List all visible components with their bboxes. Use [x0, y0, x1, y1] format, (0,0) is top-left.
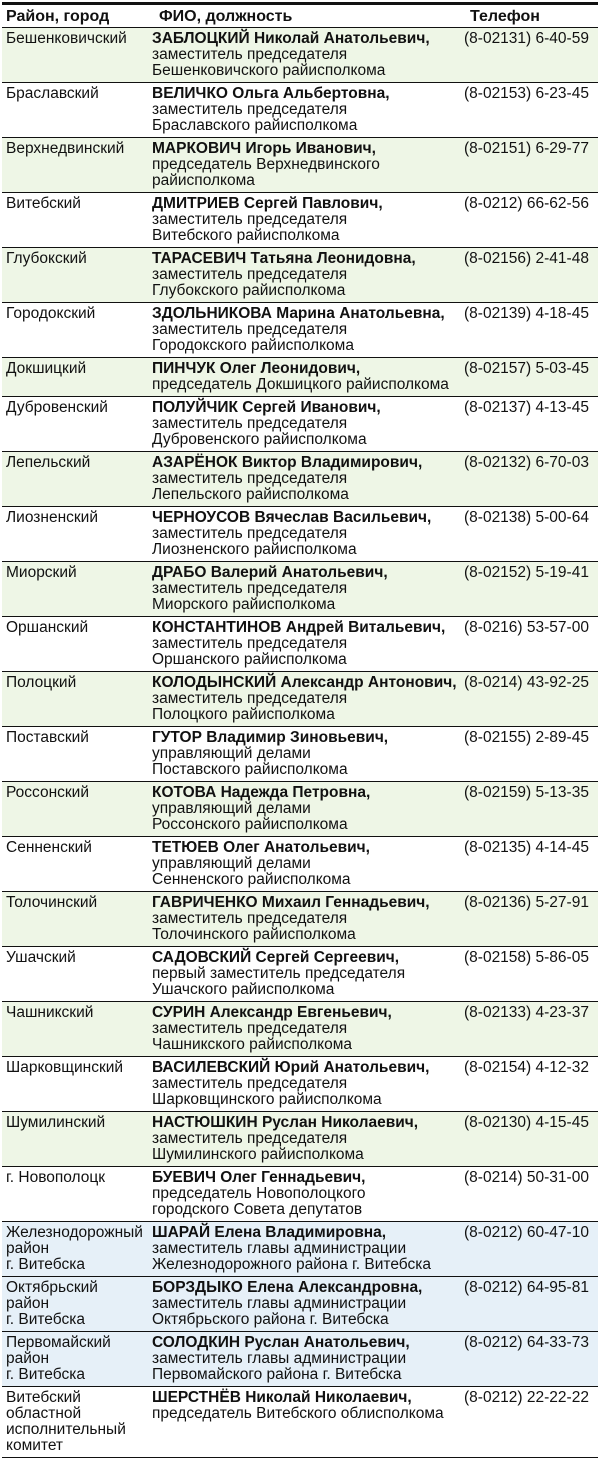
phone-cell: (8-02131) 6-40-59: [464, 30, 589, 47]
person-position: Ушачского райисполкома: [152, 981, 335, 998]
person-position: Толочинского райисполкома: [152, 926, 356, 943]
table-row: [2, 83, 598, 138]
district-cell: Толочинский: [6, 894, 98, 911]
person-name: СУРИН Александр Евгеньевич,: [152, 1004, 392, 1021]
person-position: председатель Верхнедвинского: [152, 156, 380, 173]
table-row: [2, 1332, 598, 1387]
table-row: [2, 248, 598, 303]
phone-cell: (8-02138) 5-00-64: [464, 509, 589, 526]
person-position: заместитель председателя: [152, 1020, 348, 1037]
district-cell: Ушачский: [6, 949, 76, 966]
table-row: [2, 1057, 598, 1112]
district-cell: Железнодорожный район г. Витебска: [6, 1224, 143, 1273]
district-cell: Городокский: [6, 305, 96, 322]
person-position: Браславского райисполкома: [152, 117, 358, 134]
person-name: ЧЕРНОУСОВ Вячеслав Васильевич,: [152, 509, 432, 526]
table-row: [2, 452, 598, 507]
phone-cell: (8-02135) 4-14-45: [464, 839, 589, 856]
table-row: [2, 837, 598, 892]
phone-cell: (8-0212) 22-22-22: [464, 1389, 589, 1406]
person-position: заместитель председателя: [152, 1130, 348, 1147]
phone-cell: (8-02132) 6-70-03: [464, 454, 589, 471]
name-position-cell: [152, 730, 472, 778]
person-position: городского Совета депутатов: [152, 1201, 363, 1218]
name-position-cell: [152, 86, 472, 134]
person-name: ТАРАСЕВИЧ Татьяна Леонидовна,: [152, 250, 416, 267]
person-name: МАРКОВИЧ Игорь Иванович,: [152, 140, 376, 157]
phone-cell: (8-0212) 60-47-10: [464, 1224, 589, 1241]
district-cell: Верхнедвинский: [6, 140, 125, 157]
district-cell: Витебский областной исполнительный комитет: [6, 1389, 126, 1454]
name-position-cell: [152, 950, 472, 998]
district-cell: Шумилинский: [6, 1114, 106, 1131]
district-cell: Полоцкий: [6, 674, 77, 691]
district-cell: Лепельский: [6, 454, 91, 471]
person-name: НАСТЮШКИН Руслан Николаевич,: [152, 1114, 419, 1131]
person-name: КОНСТАНТИНОВ Андрей Витальевич,: [152, 619, 446, 636]
district-cell: Бешенковичский: [6, 30, 127, 47]
person-position: Дубровенского райисполкома: [152, 431, 367, 448]
table-row: [2, 1002, 598, 1057]
phone-cell: (8-0212) 66-62-56: [464, 195, 589, 212]
person-position: заместитель председателя: [152, 266, 348, 283]
table-row: [2, 782, 598, 837]
person-name: ПИНЧУК Олег Леонидович,: [152, 360, 361, 377]
person-position: управляющий делами: [152, 745, 311, 762]
person-name: САДОВСКИЙ Сергей Сергеевич,: [152, 949, 400, 966]
person-position: заместитель председателя: [152, 525, 348, 542]
name-position-cell: [152, 1005, 472, 1053]
phone-cell: (8-02136) 5-27-91: [464, 894, 589, 911]
name-position-cell: [152, 1390, 472, 1422]
table-row: [2, 1387, 598, 1458]
person-name: ЗАБЛОЦКИЙ Николай Анатольевич,: [152, 30, 430, 47]
table-row: [2, 397, 598, 452]
name-position-cell: [152, 196, 472, 244]
district-cell: Россонский: [6, 784, 89, 801]
table-row: [2, 1167, 598, 1222]
district-cell: г. Новополоцк: [6, 1169, 106, 1186]
person-position: Поставского райисполкома: [152, 761, 348, 778]
table-row: [2, 947, 598, 1002]
district-cell: Лиозненский: [6, 509, 98, 526]
person-name: ПОЛУЙЧИК Сергей Иванович,: [152, 399, 381, 416]
table-row: [2, 727, 598, 782]
person-position: Железнодорожного района г. Витебска: [152, 1256, 431, 1273]
district-cell: Дубровенский: [6, 399, 108, 416]
person-position: Лиозненского райисполкома: [152, 541, 357, 558]
person-position: первый заместитель председателя: [152, 965, 406, 982]
district-cell: Поставский: [6, 729, 89, 746]
person-position: Чашникского райисполкома: [152, 1036, 353, 1053]
district-cell: Витебский: [6, 195, 81, 212]
name-position-cell: [152, 1060, 472, 1108]
name-position-cell: [152, 1115, 472, 1163]
person-name: ВАСИЛЕВСКИЙ Юрий Анатольевич,: [152, 1059, 430, 1076]
person-position: Россонского райисполкома: [152, 816, 348, 833]
name-position-cell: [152, 785, 472, 833]
name-position-cell: [152, 141, 472, 189]
person-position: Шумилинского райисполкома: [152, 1146, 364, 1163]
person-position: Городокского райисполкома: [152, 337, 354, 354]
person-position: Витебского райисполкома: [152, 227, 340, 244]
table-row: [2, 892, 598, 947]
person-position: Первомайского района г. Витебска: [152, 1366, 402, 1383]
table-header: [2, 2, 598, 28]
district-cell: Миорский: [6, 564, 77, 581]
phone-cell: (8-02155) 2-89-45: [464, 729, 589, 746]
name-position-cell: [152, 565, 472, 613]
name-position-cell: [152, 1280, 472, 1328]
phone-cell: (8-02151) 6-29-77: [464, 140, 589, 157]
table-row: [2, 358, 598, 397]
person-position: Глубокского райисполкома: [152, 282, 346, 299]
person-position: заместитель председателя: [152, 211, 348, 228]
person-name: ШЕРСТНЁВ Николай Николаевич,: [152, 1389, 412, 1406]
person-name: БУЕВИЧ Олег Геннадьевич,: [152, 1169, 366, 1186]
person-position: Оршанского райисполкома: [152, 651, 347, 668]
name-position-cell: [152, 400, 472, 448]
person-name: СОЛОДКИН Руслан Анатольевич,: [152, 1334, 410, 1351]
person-position: Бешенковичского райисполкома: [152, 62, 386, 79]
person-position: Шарковщинского райисполкома: [152, 1091, 382, 1108]
person-position: заместитель председателя: [152, 1075, 348, 1092]
person-position: Сенненского райисполкома: [152, 871, 351, 888]
person-position: председатель Докшицкого райисполкома: [152, 376, 449, 393]
person-position: управляющий делами: [152, 800, 311, 817]
name-position-cell: [152, 1225, 472, 1273]
phone-cell: (8-0212) 64-33-73: [464, 1334, 589, 1351]
phone-cell: (8-02139) 4-18-45: [464, 305, 589, 322]
person-name: ДМИТРИЕВ Сергей Павлович,: [152, 195, 383, 212]
phone-cell: (8-02158) 5-86-05: [464, 949, 589, 966]
person-position: заместитель председателя: [152, 690, 348, 707]
table-row: [2, 1277, 598, 1332]
name-position-cell: [152, 251, 472, 299]
person-position: Миорского райисполкома: [152, 596, 336, 613]
person-position: заместитель председателя: [152, 580, 348, 597]
person-position: управляющий делами: [152, 855, 311, 872]
person-position: заместитель главы администрации: [152, 1240, 407, 1257]
person-name: ГАВРИЧЕНКО Михаил Геннадьевич,: [152, 894, 430, 911]
person-position: райисполкома: [152, 172, 255, 189]
phone-cell: (8-02156) 2-41-48: [464, 250, 589, 267]
table-row: [2, 672, 598, 727]
phone-cell: (8-02152) 5-19-41: [464, 564, 589, 581]
phone-cell: (8-02130) 4-15-45: [464, 1114, 589, 1131]
district-cell: Октябрьский район г. Витебска: [6, 1279, 98, 1328]
table-row: [2, 562, 598, 617]
name-position-cell: [152, 675, 472, 723]
person-position: Лепельского райисполкома: [152, 486, 349, 503]
table-body: [2, 28, 598, 1458]
person-name: КОТОВА Надежда Петровна,: [152, 784, 371, 801]
person-position: заместитель председателя: [152, 415, 348, 432]
district-cell: Шарковщинский: [6, 1059, 124, 1076]
name-position-cell: [152, 361, 472, 393]
person-position: Октябрьского района г. Витебска: [152, 1311, 389, 1328]
table-row: [2, 1112, 598, 1167]
contacts-table: [2, 2, 598, 1458]
table-row: [2, 28, 598, 83]
person-position: председатель Новополоцкого: [152, 1185, 366, 1202]
person-position: заместитель главы администрации: [152, 1295, 407, 1312]
phone-cell: (8-02157) 5-03-45: [464, 360, 589, 377]
name-position-cell: [152, 510, 472, 558]
name-position-cell: [152, 840, 472, 888]
person-position: заместитель председателя: [152, 46, 348, 63]
person-name: ВЕЛИЧКО Ольга Альбертовна,: [152, 85, 390, 102]
person-name: ТЕТЮЕВ Олег Анатольевич,: [152, 839, 370, 856]
district-cell: Браславский: [6, 85, 99, 102]
phone-cell: (8-0216) 53-57-00: [464, 619, 589, 636]
person-name: БОРЗДЫКО Елена Александровна,: [152, 1279, 423, 1296]
district-cell: Глубокский: [6, 250, 87, 267]
name-position-cell: [152, 895, 472, 943]
district-cell: Чашникский: [6, 1004, 94, 1021]
district-cell: Докшицкий: [6, 360, 87, 377]
phone-cell: (8-02154) 4-12-32: [464, 1059, 589, 1076]
name-position-cell: [152, 306, 472, 354]
header-name: ФИО, должность: [159, 8, 293, 25]
person-position: заместитель председателя: [152, 910, 348, 927]
person-position: заместитель главы администрации: [152, 1350, 407, 1367]
name-position-cell: [152, 1335, 472, 1383]
district-cell: Сенненский: [6, 839, 92, 856]
person-name: КОЛОДЫНСКИЙ Александр Антонович,: [152, 674, 457, 691]
phone-cell: (8-0214) 43-92-25: [464, 674, 589, 691]
table-row: [2, 507, 598, 562]
table-row: [2, 193, 598, 248]
phone-cell: (8-0214) 50-31-00: [464, 1169, 589, 1186]
person-name: ЗДОЛЬНИКОВА Марина Анатольевна,: [152, 305, 445, 322]
phone-cell: (8-02153) 6-23-45: [464, 85, 589, 102]
person-name: ШАРАЙ Елена Владимировна,: [152, 1224, 387, 1241]
phone-cell: (8-02133) 4-23-37: [464, 1004, 589, 1021]
person-name: ГУТОР Владимир Зиновьевич,: [152, 729, 389, 746]
table-row: [2, 617, 598, 672]
header-district: Район, город: [6, 8, 110, 25]
header-phone: Телефон: [470, 8, 540, 25]
person-position: председатель Витебского облисполкома: [152, 1405, 444, 1422]
table-row: [2, 1222, 598, 1277]
phone-cell: (8-02159) 5-13-35: [464, 784, 589, 801]
district-cell: Первомайский район г. Витебска: [6, 1334, 111, 1383]
person-position: заместитель председателя: [152, 321, 348, 338]
person-name: АЗАРЁНОК Виктор Владимирович,: [152, 454, 423, 471]
phone-cell: (8-02137) 4-13-45: [464, 399, 589, 416]
name-position-cell: [152, 1170, 472, 1218]
name-position-cell: [152, 620, 472, 668]
name-position-cell: [152, 31, 472, 79]
table-row: [2, 138, 598, 193]
person-position: заместитель председателя: [152, 470, 348, 487]
phone-cell: (8-0212) 64-95-81: [464, 1279, 589, 1296]
person-position: заместитель председателя: [152, 101, 348, 118]
table-row: [2, 303, 598, 358]
district-cell: Оршанский: [6, 619, 89, 636]
person-position: Полоцкого райисполкома: [152, 706, 335, 723]
person-position: заместитель председателя: [152, 635, 348, 652]
name-position-cell: [152, 455, 472, 503]
person-name: ДРАБО Валерий Анатольевич,: [152, 564, 388, 581]
